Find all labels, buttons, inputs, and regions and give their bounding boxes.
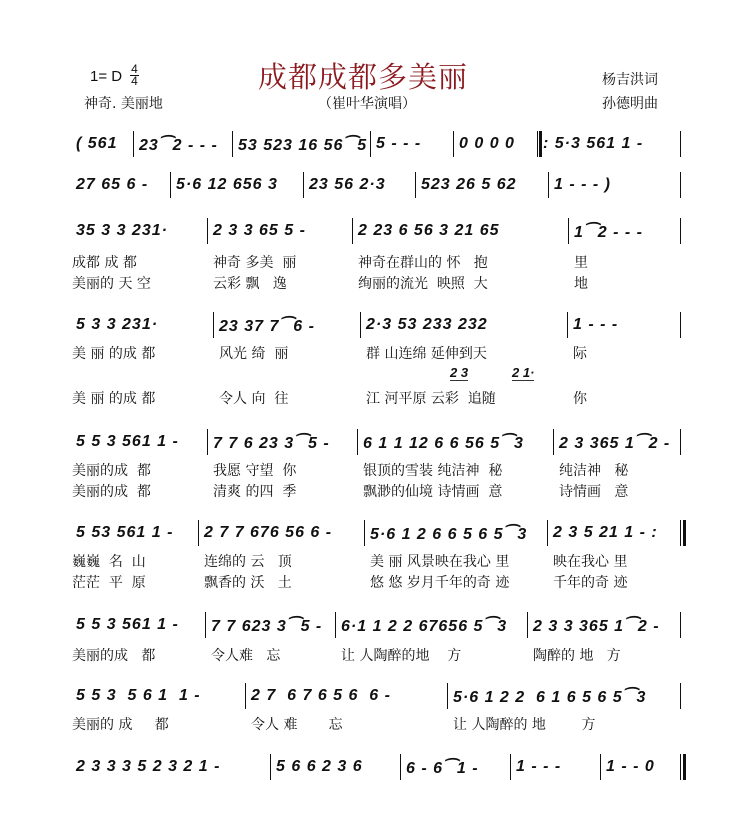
lyric-text: 飘香的 沃 土 [204,575,292,591]
bar-line [207,429,208,455]
double-bar-line [539,131,542,157]
lyric-text: 令人难 忘 [211,648,281,664]
lyric-text: 神奇 多美 丽 [213,255,297,271]
measure-notes: 2·3 53 233 232 [366,316,488,333]
bar-line [415,172,416,198]
lyric-text: 神奇在群山的 怀 抱 [358,255,488,271]
lyric-text: 地 [574,276,588,292]
measure-notes: : 5·3 561 1 - [543,135,644,152]
bar-line [567,312,568,338]
time-signature-bottom: 4 [131,74,138,88]
composer: 孙德明曲 [602,96,658,112]
measure-notes: 23⁀2 - - - [139,137,218,154]
bar-line [680,612,681,638]
measure-notes: 2 23 6 56 3 21 65 [358,222,500,239]
measure-notes: 5·6 12 656 3 [176,176,278,193]
lyric-text: 美 丽 的成 都 [72,391,156,407]
bar-line [568,218,569,244]
bar-line [553,429,554,455]
measure-notes: 2 3 365 1⁀2 - [559,435,671,452]
lyric-text: 美丽的 天 空 [72,276,151,292]
bar-line [680,172,681,198]
measure-notes: 2 7 7 676 56 6 - [204,524,333,541]
bar-line [400,754,401,780]
lyric-text: 飘渺的仙境 诗情画 意 [363,484,503,500]
lyric-text: 巍巍 名 山 [72,554,146,570]
bar-line [370,131,371,157]
bar-line [352,218,353,244]
bar-line [360,312,361,338]
bar-line [548,172,549,198]
bar-line [447,683,448,709]
score-row [0,433,748,457]
bar-line [270,754,271,780]
measure-notes: 53 523 16 56⁀5 [238,137,368,154]
measure-notes: 5 53 561 1 - [76,524,174,541]
double-bar-line [683,754,686,780]
measure-notes: 5 5 3 561 1 - [76,616,179,633]
bar-line [232,131,233,157]
bar-line [527,612,528,638]
bar-line [170,172,171,198]
measure-notes: 6 - 6⁀1 - [406,760,479,777]
lyric-text: 美丽的成 都 [72,484,151,500]
bar-line [547,520,548,546]
measure-notes: 1 - - - ) [554,176,611,193]
lyric-text: 群 山连绵 延伸到天 [366,346,487,362]
bar-line [205,612,206,638]
score-row [0,222,748,246]
measure-notes: 23 37 7⁀6 - [219,318,315,335]
measure-notes: 2 7 6 7 6 5 6 6 - [251,687,391,704]
measure-notes: 6·1 1 2 2 67656 5⁀3 [341,618,508,635]
bar-line [680,218,681,244]
time-signature-top: 4 [131,62,138,76]
performer: （崔叶华演唱） [318,96,416,112]
bar-line [245,683,246,709]
bar-line [357,429,358,455]
measure-notes: 0 0 0 0 [459,135,515,152]
double-bar-line [683,520,686,546]
measure-notes: 5 6 6 2 3 6 [276,758,363,775]
measure-notes: 1⁀2 - - - [574,224,643,241]
score-row [0,176,748,200]
bar-line [133,131,134,157]
lyric-text: 际 [573,346,587,362]
lyric-text: 云彩 飘 逸 [213,276,287,292]
measure-notes: 5 5 3 5 6 1 1 - [76,687,201,704]
bar-line [213,312,214,338]
lyric-text: 陶醉的 地 方 [533,648,621,664]
song-title: 成都成都多美丽 [258,60,469,94]
bar-line [207,218,208,244]
alternate-notes: 2 3 [450,365,469,380]
measure-notes: 23 56 2·3 [309,176,386,193]
bar-line [364,520,365,546]
lyric-text: 悠 悠 岁月千年的奇 迹 [370,575,510,591]
score-row [0,524,748,548]
lyric-text: 令人 难 忘 [251,717,343,733]
bar-line [680,429,681,455]
lyric-text: 让 人陶醉的地 方 [341,648,462,664]
bar-line [680,754,681,780]
measure-notes: 1 - - - [573,316,619,333]
measure-notes: 5·6 1 2 6 6 5 6 5⁀3 [370,526,528,543]
lyric-text: 诗情画 意 [559,484,629,500]
score-row [0,316,748,340]
measure-notes: 7 7 623 3⁀5 - [211,618,323,635]
lyric-text: 江 河平原 云彩 追随 [366,391,496,407]
lyric-text: 美丽的成 都 [72,648,156,664]
bar-line [453,131,454,157]
measure-notes: 523 26 5 62 [421,176,517,193]
bar-line [600,754,601,780]
lyric-text: 让 人陶醉的 地 方 [453,717,596,733]
alternate-notes: 2 1· [512,365,535,380]
measure-notes: 2 3 5 21 1 - : [553,524,658,541]
lyric-text: 风光 绮 丽 [219,346,289,362]
bar-line [510,754,511,780]
bar-line [198,520,199,546]
lyric-text: 清爽 的四 季 [213,484,297,500]
lyric-text: 纯洁神 秘 [559,463,629,479]
bar-line [303,172,304,198]
measure-notes: 35 3 3 231· [76,222,168,239]
measure-notes: 5 - - - [376,135,422,152]
measure-notes: 7 7 6 23 3⁀5 - [213,435,330,452]
lyric-text: 美 丽 的成 都 [72,346,156,362]
score-row [0,135,748,159]
lyric-text: 令人 向 往 [219,391,289,407]
score-row [0,616,748,640]
measure-notes: 2 3 3 3 5 2 3 2 1 - [76,758,221,775]
lyric-text: 连绵的 云 顶 [204,554,292,570]
measure-notes: 27 65 6 - [76,176,149,193]
bar-line [537,131,538,157]
lyric-text: 里 [574,255,588,271]
measure-notes: ( 561 [76,135,118,152]
score-row [0,758,748,782]
lyricist: 杨吉洪词 [602,72,658,88]
measure-notes: 6 1 1 12 6 6 56 5⁀3 [363,435,524,452]
key-signature: 1= D [90,68,123,85]
bar-line [680,312,681,338]
bar-line [680,683,681,709]
measure-notes: 2 3 3 65 5 - [213,222,306,239]
lyric-text: 美丽的 成 都 [72,717,169,733]
lyric-text: 你 [573,391,587,407]
bar-line [335,612,336,638]
measure-notes: 5 5 3 561 1 - [76,433,179,450]
time-signature [130,64,139,87]
lyric-text: 美丽的成 都 [72,463,151,479]
lyric-text: 美 丽 风景映在我心 里 [370,554,510,570]
lyric-text: 绚丽的流光 映照 大 [358,276,488,292]
measure-notes: 5·6 1 2 2 6 1 6 5 6 5⁀3 [453,689,647,706]
lyric-text: 银顶的雪装 纯洁神 秘 [363,463,503,479]
tempo-mood: 神奇. 美丽地 [84,96,163,112]
lyric-text: 茫茫 平 原 [72,575,146,591]
score-row [0,687,748,711]
measure-notes: 5 3 3 231· [76,316,159,333]
measure-notes: 1 - - - [516,758,562,775]
lyric-text: 成都 成 都 [72,255,137,271]
lyric-text: 映在我心 里 [553,554,628,570]
measure-notes: 2 3 3 365 1⁀2 - [533,618,660,635]
lyric-text: 我愿 守望 你 [213,463,297,479]
lyric-text: 千年的奇 迹 [553,575,628,591]
bar-line [680,520,681,546]
measure-notes: 1 - - 0 [606,758,655,775]
bar-line [680,131,681,157]
